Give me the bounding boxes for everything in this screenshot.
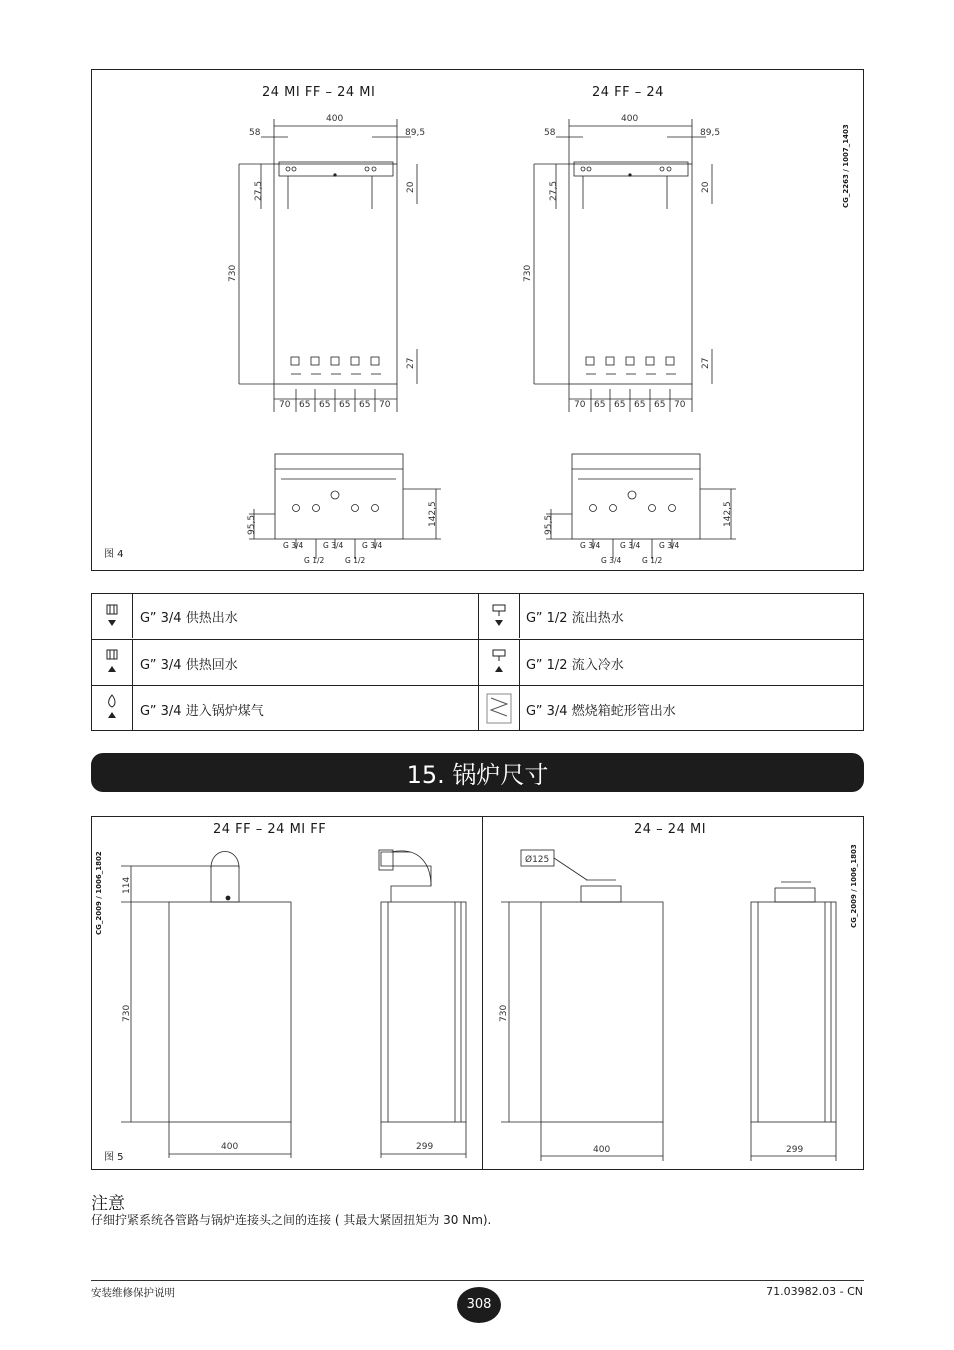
radiator-supply-icon xyxy=(92,593,133,638)
svg-text:27,5: 27,5 xyxy=(549,180,559,201)
svg-text:G 3/4: G 3/4 xyxy=(362,541,383,550)
svg-text:G 1/2: G 1/2 xyxy=(345,556,366,565)
svg-text:G 3/4: G 3/4 xyxy=(601,556,622,565)
legend-row-1 xyxy=(92,593,863,638)
figure-4-drawing-code: CG_2263 / 1007_1403 xyxy=(842,124,850,208)
svg-text:95,5: 95,5 xyxy=(544,514,554,535)
svg-text:G 3/4: G 3/4 xyxy=(283,541,304,550)
svg-text:27: 27 xyxy=(701,357,711,369)
svg-text:95,5: 95,5 xyxy=(247,514,257,535)
figure-4-label: 图 4 xyxy=(104,549,124,560)
cold-tap-icon xyxy=(479,640,520,685)
svg-text:65: 65 xyxy=(299,400,311,410)
svg-text:89,5: 89,5 xyxy=(700,128,721,138)
svg-text:65: 65 xyxy=(359,400,371,410)
svg-text:G 3/4: G 3/4 xyxy=(659,541,680,550)
legend-row-3 xyxy=(92,685,863,731)
page-number: 308 xyxy=(457,1287,501,1323)
svg-text:142,5: 142,5 xyxy=(428,501,438,527)
figure-5-right-model: 24 – 24 MI xyxy=(634,822,707,837)
figure-4-right-model: 24 FF – 24 xyxy=(592,85,664,100)
svg-text:65: 65 xyxy=(614,400,626,410)
svg-text:58: 58 xyxy=(249,128,261,138)
coil-icon xyxy=(479,686,520,731)
legend-text-heating-supply: G” 3/4 供热出水 xyxy=(140,611,238,626)
note-text: 仔细拧紧系统各管路与锅炉连接头之间的连接 ( 其最大紧固扭矩为 30 Nm). xyxy=(91,1213,492,1227)
legend-text-coil-outlet: G” 3/4 燃烧箱蛇形管出水 xyxy=(526,704,676,719)
svg-text:58: 58 xyxy=(544,128,556,138)
svg-text:114: 114 xyxy=(122,876,132,894)
legend-text-hot-water-out: G” 1/2 流出热水 xyxy=(526,611,624,626)
radiator-return-icon xyxy=(92,640,133,685)
svg-text:70: 70 xyxy=(379,400,391,410)
svg-text:730: 730 xyxy=(499,1004,509,1022)
connection-legend-table xyxy=(91,593,864,731)
svg-text:730: 730 xyxy=(523,264,533,282)
gas-flame-icon xyxy=(92,686,133,731)
svg-text:27: 27 xyxy=(406,357,416,369)
svg-text:G 3/4: G 3/4 xyxy=(620,541,641,550)
figure-4-left-model: 24 MI FF – 24 MI xyxy=(262,85,376,100)
svg-text:65: 65 xyxy=(634,400,646,410)
svg-text:Ø125: Ø125 xyxy=(525,855,550,865)
svg-text:400: 400 xyxy=(621,114,639,124)
svg-text:142,5: 142,5 xyxy=(723,501,733,527)
svg-text:20: 20 xyxy=(406,181,416,193)
svg-text:20: 20 xyxy=(701,181,711,193)
svg-text:65: 65 xyxy=(654,400,666,410)
svg-text:65: 65 xyxy=(319,400,331,410)
figure-5-code-right: CG_2009 / 1006_1803 xyxy=(850,844,858,928)
svg-text:70: 70 xyxy=(279,400,291,410)
svg-text:65: 65 xyxy=(594,400,606,410)
svg-text:G 3/4: G 3/4 xyxy=(323,541,344,550)
svg-text:730: 730 xyxy=(228,264,238,282)
svg-text:70: 70 xyxy=(574,400,586,410)
figure-5-label: 图 5 xyxy=(104,1152,124,1163)
svg-text:400: 400 xyxy=(326,114,344,124)
footer-doc-code: 71.03982.03 - CN xyxy=(766,1285,863,1298)
figure-4-drawing xyxy=(91,69,864,571)
svg-text:70: 70 xyxy=(674,400,686,410)
svg-text:65: 65 xyxy=(339,400,351,410)
svg-text:89,5: 89,5 xyxy=(405,128,426,138)
svg-text:G 1/2: G 1/2 xyxy=(304,556,325,565)
legend-row-2 xyxy=(92,639,863,685)
footer-manual-title: 安装维修保护说明 xyxy=(91,1287,175,1299)
legend-text-gas-inlet: G” 3/4 进入锅炉煤气 xyxy=(140,704,264,719)
svg-text:730: 730 xyxy=(122,1004,132,1022)
hot-tap-icon xyxy=(479,593,520,638)
legend-text-cold-water-in: G” 1/2 流入冷水 xyxy=(526,658,624,673)
svg-text:G 3/4: G 3/4 xyxy=(580,541,601,550)
svg-text:G 1/2: G 1/2 xyxy=(642,556,663,565)
section-banner xyxy=(91,753,864,792)
figure-5-left-model: 24 FF – 24 MI FF xyxy=(213,822,327,837)
section-title: 15. 锅炉尺寸 xyxy=(406,761,549,789)
svg-text:27,5: 27,5 xyxy=(254,180,264,201)
footer-divider xyxy=(91,1280,864,1281)
legend-text-heating-return: G” 3/4 供热回水 xyxy=(140,658,238,673)
svg-text:299: 299 xyxy=(416,1142,434,1152)
svg-text:400: 400 xyxy=(593,1145,611,1155)
figure-5-code-left: CG_2009 / 1006_1802 xyxy=(95,851,103,935)
figure-5-drawing xyxy=(91,816,864,1170)
note-title: 注意 xyxy=(91,1194,125,1214)
svg-text:400: 400 xyxy=(221,1142,239,1152)
svg-text:299: 299 xyxy=(786,1145,804,1155)
